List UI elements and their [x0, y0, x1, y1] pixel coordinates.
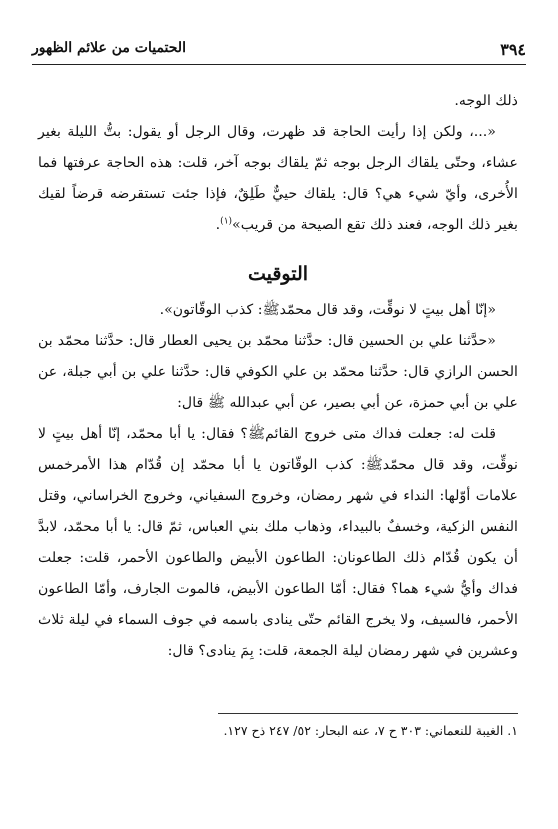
footnote-divider — [218, 713, 518, 714]
section-heading: التوقيت — [247, 263, 309, 285]
paragraph-quote — [38, 117, 518, 241]
footnote: ١. الغيبة للنعماني: ٣٠٣ ح ٧، عنه البحار: ٥٢/ ٢٤٧ ذح ١٢٧. — [223, 723, 518, 738]
running-header — [32, 38, 526, 65]
paragraph-hadith-saying: «إنّا أهل بيتٍ لا نوقِّت، وقد قال محمّدﷺ: كذب الوقّاتون». — [159, 302, 496, 318]
paragraph-hadith-text: قلت له: جعلت فداك متى خروج القائمﷺ؟ فقال: يا أبا محمّد، إنّا أهل بيتٍ لا نوقِّت، وقد قال محمّدﷺ: كذب الوقّاتون يا أبا محمّد إن قُدّام هذا الأمرخمس علامات أوّلها: النداء في شهر رمضان، وخروج السفياني، وخروج الخراساني، وقتل النفس الزكية، وخسفٌ بالبيداء، وذهاب ملك بني العباس، ثمّ قال: يا أبا محمّد، لابدَّ أن يكون قُدّام ذلك الطاعونان: الطاعون الأبيض والطاعون الأحمر، قلت: جعلت فداك وأيُّ شيء هما؟ فقال: أمّا الطاعون الأبيض، فالموت الجارف، وأمّا الطاعون الأحمر، فالسيف، ولا يخرج القائم حتّى ينادى باسمه في جوف السماء في ليلة ثلاث وعشرين في شهر رمضان ليلة الجمعة، قلت: بِمَ ينادى؟ قال: — [38, 426, 518, 659]
paragraph-continuation: ذلك الوجه. — [454, 93, 518, 109]
running-title: الحتميات من علائم الظهور — [32, 40, 186, 56]
paragraph-isnad: «حدَّثنا علي بن الحسين قال: حدَّثنا محمّد بن يحيى العطار قال: حدَّثنا محمّد بن الحسن الرازي قال: حدَّثنا محمّد بن علي الكوفي قال: حدَّثنا علي بن أبي جبلة، عن علي بن أبي حمزة، عن أبي بصير، عن أبي عبدالله ﷺ قال: — [38, 333, 518, 411]
paragraph-quote-text: «...، ولكن إذا رأيت الحاجة قد ظهرت، وقال الرجل أو يقول: بتُّ الليلة بغير عشاء، وحتّى يلقاك الرجل بوجه ثمّ يلقاك بوجه آخر، قلت: هذه الحاجة عرفتها فما الأُخرى، وأيّ شيء هي؟ قال: يلقاك حييٌّ طَلِقٌ، فإذا جئت تستقرضه قرضاً لقيك بغير ذلك الوجه، فعند ذلك تقع الصيحة من قريب» — [38, 124, 518, 233]
page-number: ٣٩٤ — [500, 40, 526, 59]
footnote-reference[interactable]: (١) — [220, 216, 233, 227]
body-text — [38, 86, 518, 667]
paragraph-quote-end: . — [215, 217, 221, 233]
